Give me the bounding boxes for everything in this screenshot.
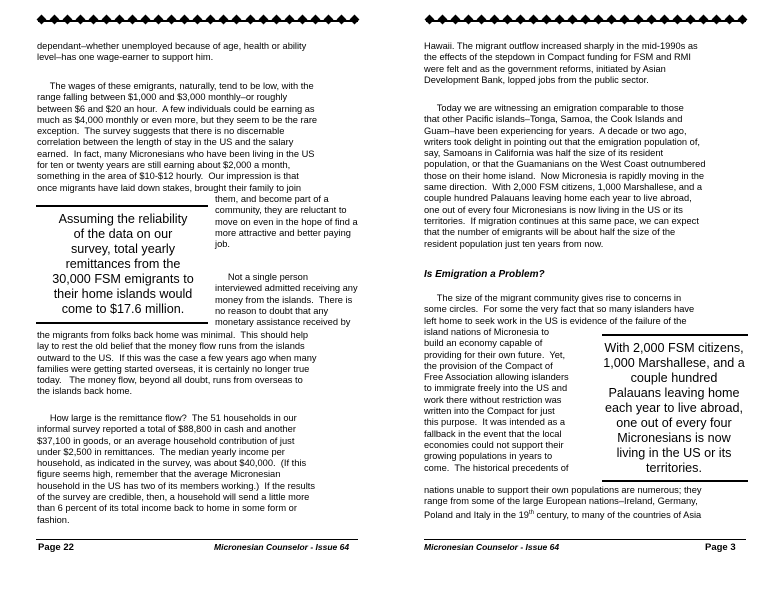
body-paragraph: Not a single person interviewed admitted receiving any money from the islands. There is no reason to doubt that any monetary assistance received by [215,272,358,328]
right-page [388,0,776,600]
body-paragraph: nations unable to support their own populations are numerous; they range from some of the large European nations–Ireland, Germany, [424,485,702,507]
pull-quote: With 2,000 FSM citizens, 1,000 Marshallese, and a couple hundred Palauans leaving home each year to live abroad, one out of every four Micronesians is now living in the US or its territories. [603,341,745,475]
body-paragraph: Hawaii. The migrant outflow increased sharply in the mid-1990s as the effects of the stepdown in Compact funding for FSM and RMI were felt and as the government reforms, initiated by Asian Development Bank, lopped jobs from the public sector. [424,41,698,85]
body-paragraph: island nations of Micronesia to build an economy capable of providing for their own future. Yet, the provision of the Compact of Free Association allowing islanders to immigrate freely into the US and work there without restriction was written into the Compact for just this purpose. It was intended as a fallback in the event that the local economies could not support their growing populations in years to come. The historical precedents of [424,327,569,473]
body-paragraph: Poland and Italy in the 19th century, to many of the countries of Asia [424,510,702,521]
body-paragraph: dependant–whether unemployed because of age, health or ability level–has one wage-earner to support him. [37,41,307,63]
footer-title: Micronesian Counselor - Issue 64 [214,542,350,552]
body-paragraph: the migrants from folks back home was minimal. This should help lay to rest the old belief that the money flow runs from the islands outward to the US. If this was the case a few years ago when many families were getting started overseas, it is certainly no longer true today. The money flow, beyond all doubt, runs from overseas to the islands back home. [37,330,317,397]
footer-rule [424,539,746,540]
callout-bottom-rule [602,480,748,482]
ornamental-rule [38,14,358,28]
section-heading: Is Emigration a Problem? [424,269,545,280]
callout-bottom-rule [36,322,208,324]
callout-top-rule [602,334,748,336]
body-paragraph: The size of the migrant community gives rise to concerns in some circles. For some the very fact that so many islanders have left home to seek work in the US is evidence of the failure of the [424,293,695,326]
body-paragraph: The wages of these emigrants, naturally, tend to be low, with the range falling between $1,000 and $3,000 monthly–or roughly between $6 and $20 an hour. A few individuals could be earning as much as $4,000 monthly or even more, but they seem to be the rare exception. The survey suggests that there is no discernable correlation between the length of stay in the US and the salary earned. In fact, many Micronesians who have been living in the US for ten or twenty years are still earning about $2,000 a month, something in the area of $10-$12 hourly. Our impression is that once migrants have laid down stakes, brought their family to join [37,81,318,193]
callout-top-rule [36,205,208,207]
body-paragraph: Today we are witnessing an emigration comparable to those that other Pacific islands–Tonga, Samoa, the Cook Islands and Guam–have been experiencing for years. A decade or two ago, writers took delight in pointing out that the emigration population of, say, Samoans in California was half the size of its resident population, or that the Guamanians on the West Coast outnumbered those on their home island. Now Micronesia is rapidly moving in the same direction. With 2,000 FSM citizens, 1,000 Marshallese, and a couple hundred Palauans leaving home each year to live abroad, one out of every four Micronesians is now living in the US or its territories. If migration continues at this same pace, we can expect that the number of emigrants will be about half the size of the resident population just ten years from now. [424,103,706,249]
page-number: Page 22 [38,542,74,553]
body-paragraph: How large is the remittance flow? The 51 households in our informal survey reported a total of $88,800 in cash and another $37,100 in goods, or an average household contribution of just under $2,500 in remittances. The median yearly income per household, as indicated in the survey, was about $40,000. (If this figure seems high, remember that the average Micronesian household in the US has two of its members working.) If the results of the survey are credible, then, a household will send a little more than 6 percent of its total income back to home in some form or fashion. [37,413,315,525]
footer-title: Micronesian Counselor - Issue 64 [424,542,560,552]
body-paragraph: them, and become part of a community, they are reluctant to move on even in the hope of find a more attractive and better paying job. [215,194,358,250]
pull-quote: Assuming the reliability of the data on our survey, total yearly remittances from the 30,000 FSM emigrants to their home islands would come to $17.6 million. [52,212,194,316]
ornamental-rule [426,14,746,28]
footer-rule [36,539,358,540]
page-number: Page 3 [705,542,736,553]
